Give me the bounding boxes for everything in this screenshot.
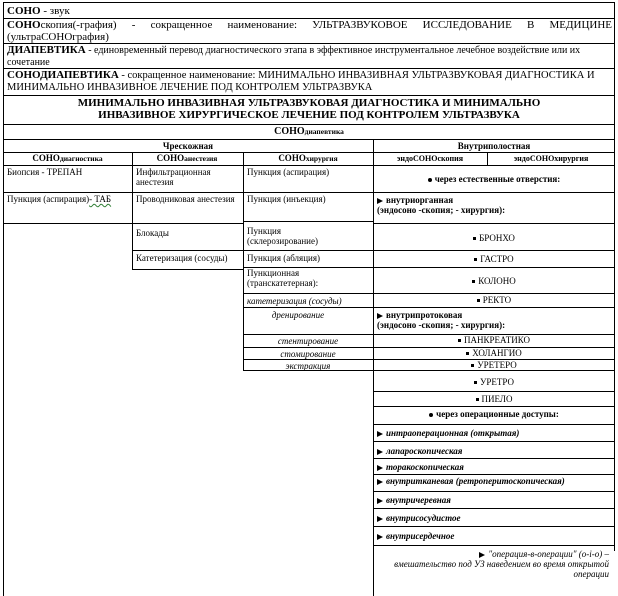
intraductal-note: (эндосоно -скопия; - хирургия): bbox=[377, 320, 506, 330]
op-in-op-note: вмешательство под УЗ наведением во время открытой операции bbox=[394, 559, 609, 579]
bullet-icon bbox=[458, 339, 461, 342]
surg-stenting: стентирование bbox=[277, 336, 339, 346]
access-thoracoscopic bbox=[377, 462, 613, 472]
surg-drainage: дренирование bbox=[271, 310, 325, 320]
def-sonodiapeutics bbox=[7, 69, 612, 94]
organ-cholangio bbox=[373, 348, 615, 358]
def-diapeutics bbox=[7, 44, 612, 69]
operative-accesses bbox=[373, 409, 615, 419]
surg-aspiration: Пункция (аспирация) bbox=[247, 167, 330, 177]
subtitle bbox=[3, 126, 615, 138]
intraorgan-label: внутриорганная bbox=[386, 195, 454, 205]
organ-colono bbox=[373, 276, 615, 286]
anest-conduction: Проводниковая анестезия bbox=[136, 194, 235, 204]
access-laparoscopic bbox=[377, 446, 613, 456]
arrow-right-icon bbox=[377, 534, 383, 540]
intraductal-label: внутрипротоковая bbox=[386, 310, 463, 320]
arrow-right-icon bbox=[377, 498, 383, 504]
surg-sclerosing: Пункция (склерозирование) bbox=[247, 226, 318, 246]
natural-orifices bbox=[373, 174, 615, 184]
col-mid: СОНО bbox=[529, 154, 555, 163]
diag-fnb: - ТАБ bbox=[89, 194, 112, 204]
def-term: СОНО bbox=[7, 5, 41, 17]
organ-pielo bbox=[373, 394, 615, 404]
organ-gastro bbox=[373, 254, 615, 264]
intraductal bbox=[377, 310, 613, 330]
page-title: МИНИМАЛЬНО ИНВАЗИВНАЯ УЛЬТРАЗВУКОВАЯ ДИАГНОСТИКА И МИНИМАЛЬНО ИНВАЗИВНОЕ ХИРУРГИЧЕСКОЕ ЛЕЧЕНИЕ ПОД КОНТРОЛЕМ УЛЬТРАЗВУКА bbox=[77, 97, 541, 121]
col-sonodiagnostics bbox=[3, 153, 132, 164]
arrow-right-icon bbox=[479, 552, 485, 558]
organ-label: РЕКТО bbox=[482, 295, 512, 305]
organ-label: КОЛОНО bbox=[478, 276, 516, 286]
def-term: ДИАПЕВТИКА bbox=[7, 44, 86, 56]
bullet-icon bbox=[477, 299, 480, 302]
organ-label: УРЕТЕРО bbox=[477, 360, 517, 370]
organ-pancreatico bbox=[373, 335, 615, 345]
def-sono bbox=[7, 5, 612, 17]
arrow-right-icon bbox=[377, 516, 383, 522]
organ-uretero bbox=[373, 360, 615, 370]
access-label: интраоперационная (открытая) bbox=[386, 428, 520, 438]
access-label: внутрисердечное bbox=[386, 531, 455, 541]
diag-puncture-label: Пункция (аспирация) bbox=[7, 194, 90, 204]
access-label: внутрисосудистое bbox=[386, 513, 461, 523]
col-prefix: эндо bbox=[396, 154, 414, 163]
group-intracavitary: Внутриполостная bbox=[457, 141, 531, 151]
organ-broncho bbox=[373, 233, 615, 243]
organ-uretro bbox=[373, 377, 615, 387]
diag-puncture bbox=[7, 194, 131, 204]
arrow-right-icon bbox=[377, 465, 383, 471]
col-prefix: СОНО bbox=[32, 153, 60, 163]
access-intraabdominal bbox=[377, 495, 613, 505]
subtitle-suffix: диапевтика bbox=[304, 127, 344, 136]
access-intravascular bbox=[377, 513, 613, 523]
organ-label: ПИЕЛО bbox=[481, 394, 513, 404]
col-suffix: анестезия bbox=[184, 154, 218, 163]
bullet-icon bbox=[471, 364, 474, 367]
arrow-right-icon bbox=[377, 198, 383, 204]
def-term-rest: скопия(-графия) bbox=[40, 19, 117, 31]
subtitle-prefix: СОНО bbox=[274, 126, 305, 137]
intraorgan-note: (эндосоно -скопия; - хирургия): bbox=[377, 205, 506, 215]
col-prefix: СОНО bbox=[278, 153, 306, 163]
operation-in-operation bbox=[377, 549, 609, 579]
col-prefix: эндо bbox=[513, 154, 530, 163]
organ-label: БРОНХО bbox=[479, 233, 515, 243]
organ-label: ГАСТРО bbox=[480, 254, 514, 264]
arrow-right-icon bbox=[377, 431, 383, 437]
diag-biopsy: Биопсия - ТРЕПАН bbox=[7, 167, 83, 177]
bullet-icon bbox=[476, 398, 479, 401]
def-text: - сокращенное наименование: УЛЬТРАЗВУКОВОЕ ИССЛЕДОВАНИЕ В МЕДИЦИНЕ (ультраСОНОграфия) bbox=[7, 19, 612, 43]
bullet-icon bbox=[474, 258, 477, 261]
bullet-icon bbox=[473, 237, 476, 240]
intraorgan bbox=[377, 195, 613, 215]
bullet-icon bbox=[474, 381, 477, 384]
surg-stoma: стомирование bbox=[280, 349, 336, 359]
anest-infiltration: Инфильтрационная анестезия bbox=[136, 167, 211, 187]
col-endosonoscopy bbox=[373, 154, 487, 164]
def-text: - единовременный перевод диагностического этапа в эффективное инструментальное лечебное воздействие или их сочетание bbox=[7, 45, 581, 68]
access-intraoperative bbox=[377, 428, 613, 438]
col-suffix: хирургия bbox=[554, 154, 589, 163]
col-endosonosurgery bbox=[487, 154, 615, 164]
operative-label: через операционные доступы: bbox=[436, 409, 559, 419]
organ-recto bbox=[373, 295, 615, 305]
organ-label: ПАНКРЕАТИКО bbox=[464, 335, 530, 345]
bullet-icon bbox=[428, 178, 432, 182]
group-percutaneous: Чрескожная bbox=[162, 141, 214, 151]
def-sonoscopy bbox=[7, 19, 612, 43]
def-term: СОНОДИАПЕВТИКА bbox=[7, 69, 119, 81]
organ-label: УРЕТРО bbox=[480, 377, 514, 387]
access-intracardiac bbox=[377, 531, 613, 541]
def-term: СОНО bbox=[7, 19, 41, 31]
col-prefix: СОНО bbox=[156, 153, 185, 163]
surg-transcatheter: Пункционная (транскатетерная): bbox=[247, 268, 319, 288]
access-label: внутритканевая (ретроперитоскопическая) bbox=[386, 476, 565, 486]
surg-catheterization: катетеризация (сосуды) bbox=[247, 296, 342, 306]
surg-extraction: экстракция bbox=[285, 361, 331, 371]
bullet-icon bbox=[466, 352, 469, 355]
access-label: внутричеревная bbox=[386, 495, 451, 505]
bullet-icon bbox=[429, 413, 433, 417]
access-label: торакоскопическая bbox=[386, 462, 464, 472]
col-suffix: хирургия bbox=[305, 154, 338, 163]
access-interstitial bbox=[377, 476, 613, 486]
surg-injection: Пункция (инъекция) bbox=[247, 194, 326, 204]
bullet-icon bbox=[472, 280, 475, 283]
arrow-right-icon bbox=[377, 449, 383, 455]
col-mid: СОНО bbox=[413, 154, 438, 163]
access-label: лапароскопическая bbox=[386, 446, 463, 456]
surg-ablation: Пункция (абляция) bbox=[247, 253, 320, 263]
def-text: - сокращенное наименование: МИНИМАЛЬНО ИНВАЗИВНАЯ УЛЬТРАЗВУКОВАЯ ДИАГНОСТИКА И МИНИМАЛЬНО ИНВАЗИВНОЕ ЛЕЧЕНИЕ ПОД КОНТРОЛЕМ УЛЬТРАЗВУКА bbox=[7, 70, 595, 93]
organ-label: ХОЛАНГИО bbox=[472, 348, 522, 358]
col-sonoanesthesia bbox=[132, 153, 242, 164]
natural-label: через естественные отверстия: bbox=[434, 174, 561, 184]
col-suffix: диагностика bbox=[59, 154, 103, 163]
col-suffix: скопия bbox=[437, 154, 464, 163]
anest-blocks: Блокады bbox=[136, 228, 169, 238]
arrow-right-icon bbox=[377, 313, 383, 319]
anest-catheterization: Катетеризация (сосуды) bbox=[136, 253, 228, 263]
arrow-right-icon bbox=[377, 479, 383, 485]
col-sonosurgery bbox=[243, 153, 373, 164]
def-text: - звук bbox=[40, 5, 70, 17]
op-in-op-label: "операция-в-операции" (о-i-о) – bbox=[488, 549, 609, 559]
